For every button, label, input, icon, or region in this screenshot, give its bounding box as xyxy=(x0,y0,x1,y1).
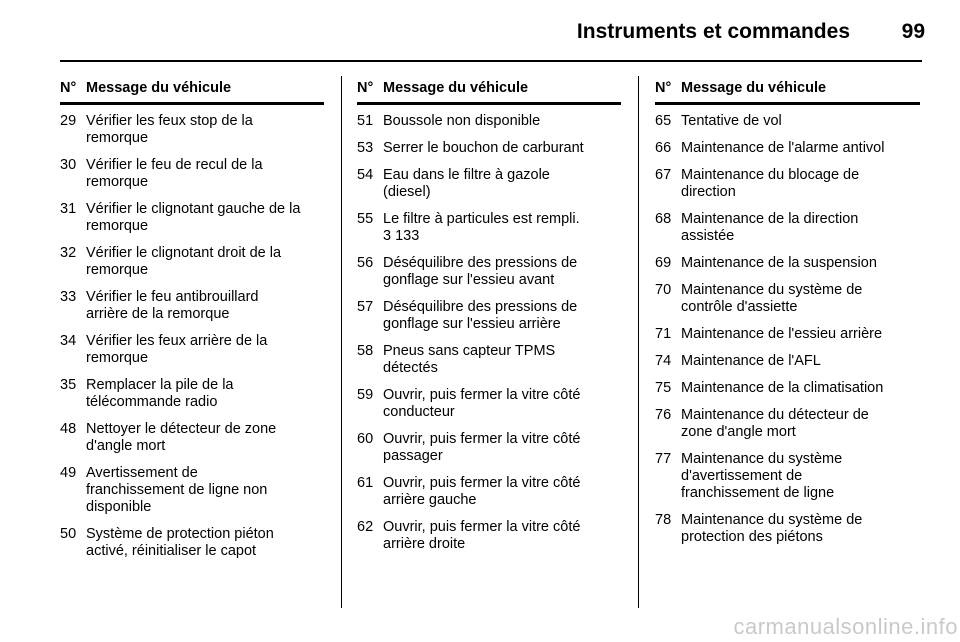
message-number: 67 xyxy=(655,167,672,183)
message-text xyxy=(383,343,621,377)
message-line: conducteur xyxy=(383,404,455,420)
column-header xyxy=(655,80,920,105)
message-number: 53 xyxy=(357,140,374,156)
column-header-message: Message du véhicule xyxy=(383,80,529,96)
message-row xyxy=(655,255,920,272)
message-number: 34 xyxy=(60,333,77,349)
message-line: gonflage sur l'essieu avant xyxy=(383,272,555,288)
message-column-2 xyxy=(357,80,621,563)
message-text xyxy=(681,282,920,316)
message-text xyxy=(383,167,621,201)
message-text xyxy=(681,380,920,397)
message-row xyxy=(357,387,621,421)
message-row xyxy=(357,255,621,289)
message-number: 35 xyxy=(60,377,77,393)
message-line: Remplacer la pile de la xyxy=(86,377,234,393)
message-row xyxy=(655,353,920,370)
column-header xyxy=(357,80,621,105)
message-line: Eau dans le filtre à gazole xyxy=(383,167,550,183)
message-number: 31 xyxy=(60,201,77,217)
message-line: Maintenance de l'alarme antivol xyxy=(681,140,885,156)
header-rule xyxy=(60,60,922,62)
message-text xyxy=(681,326,920,343)
message-text xyxy=(86,333,324,367)
column-header-no: N° xyxy=(60,80,77,96)
message-number: 74 xyxy=(655,353,672,369)
message-row xyxy=(357,167,621,201)
message-line: activé, réinitialiser le capot xyxy=(86,543,257,559)
message-row xyxy=(357,113,621,130)
message-text xyxy=(383,519,621,553)
message-text xyxy=(681,211,920,245)
column-header-no: N° xyxy=(357,80,374,96)
message-number: 50 xyxy=(60,526,77,542)
message-line: Nettoyer le détecteur de zone xyxy=(86,421,277,437)
watermark: carmanualsonline.info xyxy=(733,614,958,639)
message-text xyxy=(383,387,621,421)
message-number: 60 xyxy=(357,431,374,447)
message-text xyxy=(86,465,324,516)
message-row xyxy=(357,431,621,465)
message-line: franchissement de ligne non xyxy=(86,482,268,498)
message-line: remorque xyxy=(86,218,149,234)
message-row xyxy=(60,201,324,235)
column-header xyxy=(60,80,324,105)
message-line: Vérifier les feux arrière de la xyxy=(86,333,268,349)
message-text xyxy=(86,201,324,235)
message-row xyxy=(60,333,324,367)
message-line: Maintenance de l'essieu arrière xyxy=(681,326,883,342)
message-number: 55 xyxy=(357,211,374,227)
message-line: assistée xyxy=(681,228,735,244)
message-text xyxy=(681,451,920,502)
message-row xyxy=(60,289,324,323)
message-line: Maintenance du système de xyxy=(681,512,863,528)
message-number: 29 xyxy=(60,113,77,129)
message-line: Tentative de vol xyxy=(681,113,782,129)
message-line: remorque xyxy=(86,130,149,146)
message-row xyxy=(357,519,621,553)
message-text xyxy=(86,157,324,191)
message-line: Vérifier le feu antibrouillard xyxy=(86,289,259,305)
message-line: disponible xyxy=(86,499,152,515)
message-row xyxy=(60,465,324,516)
message-line: Maintenance du détecteur de xyxy=(681,407,869,423)
message-text xyxy=(383,431,621,465)
page-title: Instruments et commandes xyxy=(576,20,850,43)
message-line: (diesel) xyxy=(383,184,431,200)
message-row xyxy=(60,421,324,455)
message-number: 65 xyxy=(655,113,672,129)
column-divider xyxy=(341,76,342,608)
column-header-no: N° xyxy=(655,80,672,96)
message-line: franchissement de ligne xyxy=(681,485,835,501)
message-number: 71 xyxy=(655,326,672,342)
message-row xyxy=(357,475,621,509)
message-row xyxy=(655,326,920,343)
message-text xyxy=(86,377,324,411)
message-line: d'angle mort xyxy=(86,438,166,454)
message-line: Avertissement de xyxy=(86,465,198,481)
message-number: 76 xyxy=(655,407,672,423)
message-text xyxy=(681,512,920,546)
message-line: Vérifier les feux stop de la xyxy=(86,113,253,129)
column-header-message: Message du véhicule xyxy=(681,80,827,96)
message-number: 70 xyxy=(655,282,672,298)
message-number: 48 xyxy=(60,421,77,437)
message-row xyxy=(357,211,621,245)
message-row xyxy=(357,140,621,157)
message-text xyxy=(681,407,920,441)
message-line: Système de protection piéton xyxy=(86,526,274,542)
message-number: 62 xyxy=(357,519,374,535)
message-text xyxy=(681,353,920,370)
message-line: Déséquilibre des pressions de xyxy=(383,255,578,271)
message-line: Maintenance de la suspension xyxy=(681,255,877,271)
message-number: 54 xyxy=(357,167,374,183)
message-line: Vérifier le feu de recul de la xyxy=(86,157,263,173)
message-line: détectés xyxy=(383,360,438,376)
message-number: 77 xyxy=(655,451,672,467)
message-number: 78 xyxy=(655,512,672,528)
message-number: 61 xyxy=(357,475,374,491)
message-line: arrière gauche xyxy=(383,492,477,508)
message-line: Ouvrir, puis fermer la vitre côté xyxy=(383,475,581,491)
message-text xyxy=(86,289,324,323)
message-line: zone d'angle mort xyxy=(681,424,796,440)
message-row xyxy=(60,157,324,191)
message-line: arrière de la remorque xyxy=(86,306,230,322)
message-line: Maintenance du système de xyxy=(681,282,863,298)
message-number: 51 xyxy=(357,113,374,129)
page-number: 99 xyxy=(901,20,925,43)
message-line: Maintenance de la climatisation xyxy=(681,380,884,396)
message-row xyxy=(357,343,621,377)
message-row xyxy=(60,526,324,560)
message-row xyxy=(655,211,920,245)
message-number: 49 xyxy=(60,465,77,481)
message-line: direction xyxy=(681,184,736,200)
message-line: Ouvrir, puis fermer la vitre côté xyxy=(383,519,581,535)
message-row xyxy=(60,113,324,147)
message-line: Maintenance du système xyxy=(681,451,843,467)
message-text xyxy=(681,140,920,157)
message-text xyxy=(681,255,920,272)
message-line: remorque xyxy=(86,174,149,190)
message-text xyxy=(383,255,621,289)
message-number: 57 xyxy=(357,299,374,315)
message-line: Déséquilibre des pressions de xyxy=(383,299,578,315)
message-row xyxy=(60,245,324,279)
message-row xyxy=(357,299,621,333)
message-text xyxy=(383,140,621,157)
message-number: 30 xyxy=(60,157,77,173)
message-line: télécommande radio xyxy=(86,394,218,410)
message-number: 56 xyxy=(357,255,374,271)
message-row xyxy=(655,380,920,397)
message-line: Boussole non disponible xyxy=(383,113,541,129)
message-line: gonflage sur l'essieu arrière xyxy=(383,316,561,332)
message-line: Maintenance du blocage de xyxy=(681,167,860,183)
message-text xyxy=(681,113,920,130)
message-line: Vérifier le clignotant droit de la xyxy=(86,245,282,261)
message-line: d'avertissement de xyxy=(681,468,803,484)
message-text xyxy=(383,113,621,130)
message-row xyxy=(655,167,920,201)
message-line: remorque xyxy=(86,262,149,278)
message-column-1 xyxy=(60,80,324,570)
message-line: Serrer le bouchon de carburant xyxy=(383,140,584,156)
message-number: 75 xyxy=(655,380,672,396)
message-text xyxy=(383,475,621,509)
page-reference-link[interactable]: 3 133 xyxy=(383,228,420,244)
message-number: 58 xyxy=(357,343,374,359)
message-row xyxy=(60,377,324,411)
message-row xyxy=(655,282,920,316)
message-line: passager xyxy=(383,448,443,464)
column-header-message: Message du véhicule xyxy=(86,80,232,96)
message-number: 32 xyxy=(60,245,77,261)
message-number: 69 xyxy=(655,255,672,271)
message-row xyxy=(655,451,920,502)
message-text xyxy=(86,421,324,455)
message-text xyxy=(383,299,621,333)
message-line: Ouvrir, puis fermer la vitre côté xyxy=(383,387,581,403)
message-row xyxy=(655,113,920,130)
message-line: protection des piétons xyxy=(681,529,823,545)
message-number: 33 xyxy=(60,289,77,305)
message-column-3 xyxy=(655,80,920,556)
message-line: Le filtre à particules est rempli. xyxy=(383,211,580,227)
message-line: contrôle d'assiette xyxy=(681,299,798,315)
message-text xyxy=(383,211,621,245)
message-text xyxy=(86,245,324,279)
message-line: arrière droite xyxy=(383,536,466,552)
message-line: Maintenance de la direction xyxy=(681,211,859,227)
message-number: 59 xyxy=(357,387,374,403)
message-row xyxy=(655,407,920,441)
column-divider xyxy=(638,76,639,608)
message-line: Ouvrir, puis fermer la vitre côté xyxy=(383,431,581,447)
message-line: Vérifier le clignotant gauche de la xyxy=(86,201,301,217)
message-text xyxy=(86,113,324,147)
message-number: 66 xyxy=(655,140,672,156)
message-text xyxy=(681,167,920,201)
message-number: 68 xyxy=(655,211,672,227)
message-row xyxy=(655,140,920,157)
message-text xyxy=(86,526,324,560)
message-row xyxy=(655,512,920,546)
message-line: Pneus sans capteur TPMS xyxy=(383,343,556,359)
message-line: Maintenance de l'AFL xyxy=(681,353,821,369)
message-line: remorque xyxy=(86,350,149,366)
